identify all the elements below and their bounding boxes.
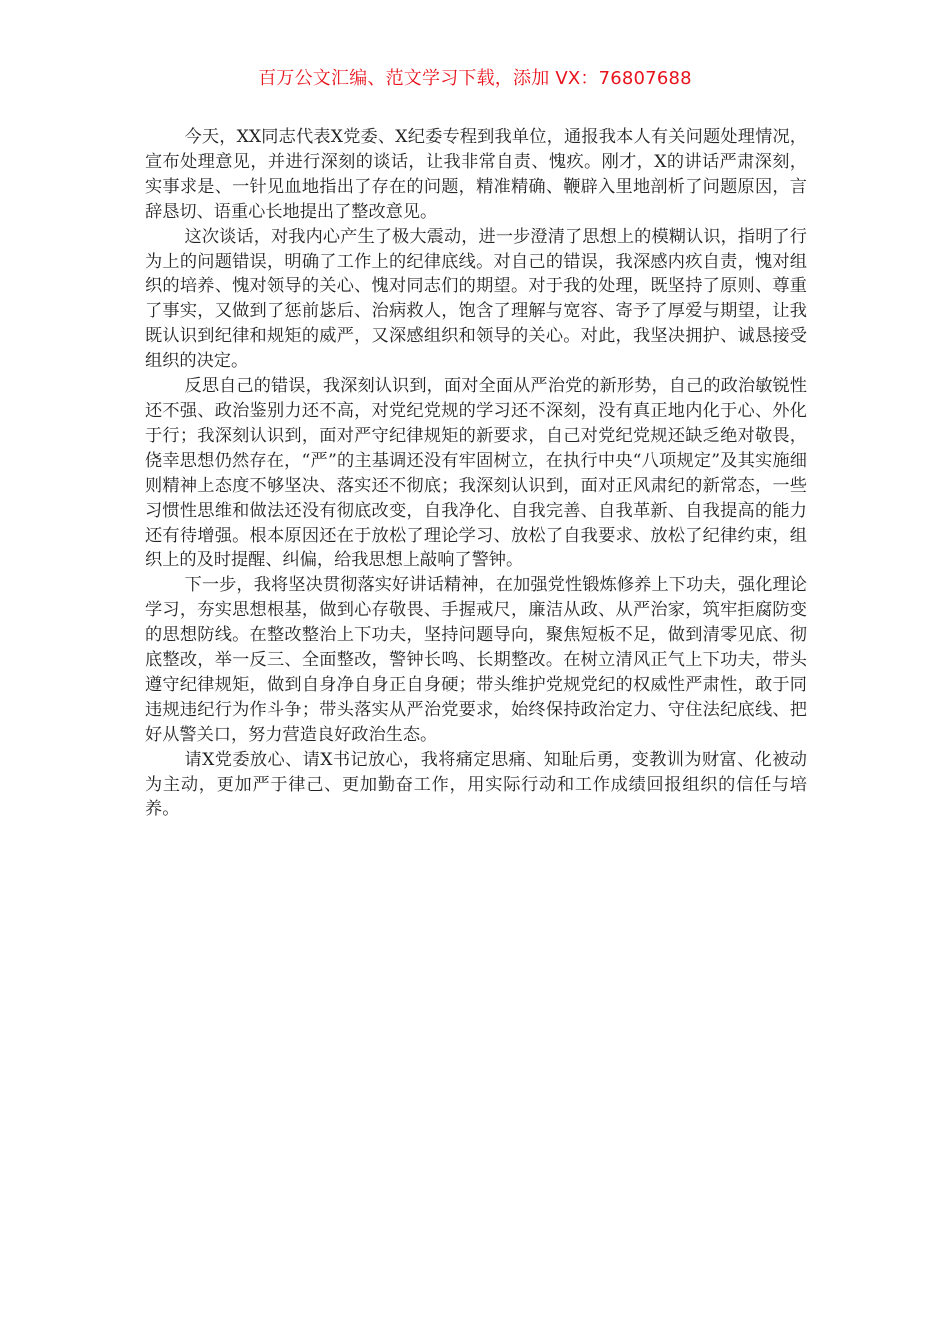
watermark-header: 百万公文汇编、范文学习下载，添加 VX：76807688 [258,68,692,89]
paragraph-5: 请X党委放心、请X书记放心，我将痛定思痛、知耻后勇，变教训为财富、化被动为主动，更加严于律己、更加勤奋工作，用实际行动和工作成绩回报组织的信任与培养。 [145,749,807,820]
paragraph-4: 下一步，我将坚决贯彻落实好讲话精神，在加强党性锻炼修养上下功夫，强化理论学习，夯实思想根基，做到心存敬畏、手握戒尺，廉洁从政、从严治家，筑牢拒腐防变的思想防线。在整改整治上下功夫，坚持问题导向，聚焦短板不足，做到清零见底、彻底整改，举一反三、全面整改，警钟长鸣、长期整改。在树立清风正气上下功夫，带头遵守纪律规矩，做到自身净自身正自身硬；带头维护党规党纪的权威性严肃性，敢于同违规违纪行为作斗争；带头落实从严治党要求，始终保持政治定力、守住法纪底线、把好从警关口，努力营造良好政治生态。 [145,575,807,745]
document-body [145,125,807,822]
paragraph-2: 这次谈话，对我内心产生了极大震动，进一步澄清了思想上的模糊认识，指明了行为上的问题错误，明确了工作上的纪律底线。对自己的错误，我深感内疚自责，愧对组织的培养、愧对领导的关心、愧对同志们的期望。对于我的处理，既坚持了原则、尊重了事实，又做到了惩前毖后、治病救人，饱含了理解与宽容、寄予了厚爱与期望，让我既认识到纪律和规矩的威严，又深感组织和领导的关心。对此，我坚决拥护、诚恳接受组织的决定。 [145,226,807,372]
paragraph-1: 今天，XX同志代表X党委、X纪委专程到我单位，通报我本人有关问题处理情况，宣布处理意见，并进行深刻的谈话，让我非常自责、愧疚。刚才，X的讲话严肃深刻，实事求是、一针见血地指出了存在的问题，精准精确、鞭辟入里地剖析了问题原因，言辞恳切、语重心长地提出了整改意见。 [145,127,807,222]
paragraph-3: 反思自己的错误，我深刻认识到，面对全面从严治党的新形势，自己的政治敏锐性还不强、政治鉴别力还不高，对党纪党规的学习还不深刻，没有真正地内化于心、外化于行；我深刻认识到，面对严守纪律规矩的新要求，自己对党纪党规还缺乏绝对敬畏，侥幸思想仍然存在，“严”的主基调还没有牢固树立，在执行中央“八项规定”及其实施细则精神上态度不够坚决、落实还不彻底；我深刻认识到，面对正风肃纪的新常态，一些习惯性思维和做法还没有彻底改变，自我净化、自我完善、自我革新、自我提高的能力还有待增强。根本原因还在于放松了理论学习、放松了自我要求、放松了纪律约束，组织上的及时提醒、纠偏，给我思想上敲响了警钟。 [145,376,807,571]
